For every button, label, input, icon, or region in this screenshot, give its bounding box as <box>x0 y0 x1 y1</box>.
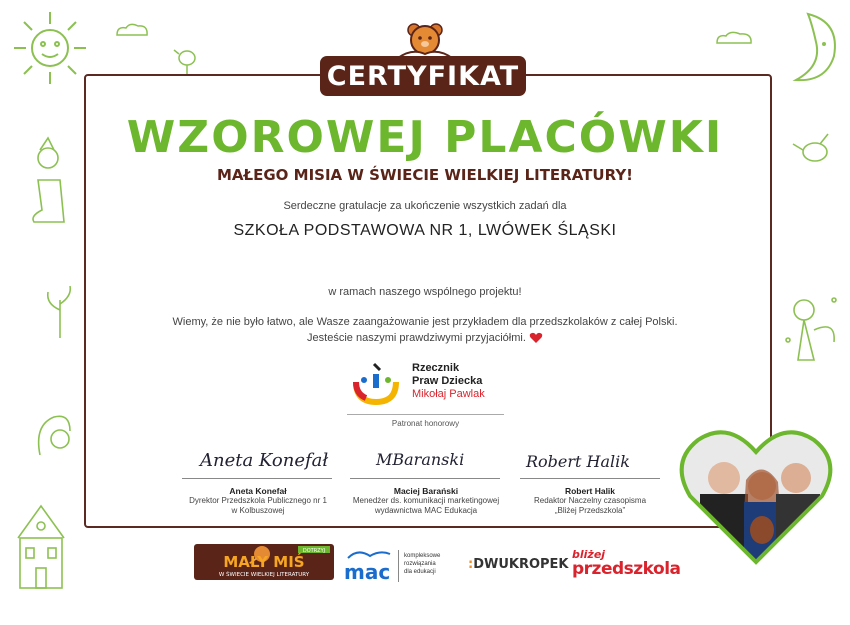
signature-line-1 <box>182 478 332 479</box>
bird-doodle-icon <box>172 40 202 76</box>
mac-divider <box>398 550 399 582</box>
project-text: w ramach naszego wspólnego projektu! <box>328 286 522 298</box>
bear-reading-icon <box>394 20 456 60</box>
maly-mis-logo <box>194 544 334 580</box>
signature-script-3: Robert Halik <box>526 452 630 471</box>
patron-divider <box>347 414 504 415</box>
signature-block-1 <box>178 486 338 516</box>
signature-script-1: Aneta Konefał <box>200 450 329 471</box>
dwukropek-colon-icon: : <box>468 557 474 572</box>
mac-tag-1: kompleksowe <box>404 553 441 559</box>
patron-logo <box>346 360 506 410</box>
dwukropek-logo <box>468 557 569 572</box>
signer-role-3b: „Bliżej Przedszkola” <box>554 506 626 515</box>
signer-role-2b: wydawnictwa MAC Edukacja <box>374 506 478 515</box>
signer-role-1a: Dyrektor Przedszkola Publicznego nr 1 <box>189 496 327 505</box>
signer-name-2: Maciej Barański <box>393 486 459 496</box>
signer-role-2a: Menedżer ds. komunikacji marketingowej <box>352 496 500 505</box>
dwukropek-text: DWUKROPEK <box>473 557 569 572</box>
certificate-banner <box>320 56 526 96</box>
certificate-title: WZOROWEJ PLACÓWKI <box>126 112 724 163</box>
blizej-text: bliżej <box>572 548 606 561</box>
signature-block-3 <box>510 486 670 516</box>
signature-line-2 <box>350 478 500 479</box>
patron-line2: Praw Dziecka <box>412 375 483 387</box>
congrats-text: Serdeczne gratulacje za ukończenie wszystkich zadań dla <box>283 200 567 212</box>
signer-name-3: Robert Halik <box>564 486 616 496</box>
sun-doodle-icon <box>10 8 90 88</box>
moon-doodle-icon <box>778 10 842 86</box>
signer-role-3a: Redaktor Naczelny czasopisma <box>533 496 647 505</box>
cloud-doodle-icon <box>112 20 152 40</box>
blizej-przedszkola-logo <box>572 548 681 579</box>
signer-name-1: Aneta Konefał <box>229 486 287 496</box>
certificate-subtitle: MAŁEGO MISIA W ŚWIECIE WIELKIEJ LITERATURY! <box>216 166 634 184</box>
przedszkola-text: przedszkola <box>572 559 681 579</box>
maly-mis-title: MAŁY MIŚ <box>223 553 305 571</box>
mac-tag-3: dla edukacji <box>404 569 436 575</box>
patron-line3: Mikołaj Pawlak <box>412 388 485 400</box>
message-line-2-text: Jesteście naszymi prawdziwymi przyjaciółmi. <box>307 332 526 344</box>
patron-line1: Rzecznik <box>412 362 460 374</box>
maly-mis-subtitle: W ŚWIECIE WIELKIEJ LITERATURY <box>218 572 310 578</box>
signer-role-1b: w Kolbuszowej <box>231 506 285 515</box>
school-name: SZKOŁA PODSTAWOWA NR 1, LWÓWEK ŚLĄSKI <box>233 222 617 239</box>
cloud-doodle-right-icon <box>712 28 756 48</box>
signature-block-2 <box>346 486 506 516</box>
message-line-1: Wiemy, że nie było łatwo, ale Wasze zaangażowanie jest przykładem dla przedszkolaków z całej Polski. <box>172 316 678 328</box>
squirrel-doodle-icon <box>30 405 80 460</box>
patron-text <box>412 362 485 401</box>
maly-mis-badge-text: DOTRZYJ <box>302 548 326 554</box>
mac-tag-2: rozwiązania <box>404 561 436 567</box>
mac-name: mac <box>344 560 391 584</box>
message-line-2 <box>0 332 850 344</box>
banner-text: CERTYFIKAT <box>326 60 520 92</box>
heart-photo <box>676 422 836 572</box>
patron-caption: Patronat honorowy <box>391 419 460 428</box>
heart-icon <box>529 332 543 344</box>
signature-line-3 <box>520 478 660 479</box>
mac-tagline <box>404 552 464 576</box>
rpd-emblem-icon <box>346 360 406 406</box>
signature-script-2: MBaranski <box>376 450 465 469</box>
house-doodle-icon <box>8 498 74 594</box>
